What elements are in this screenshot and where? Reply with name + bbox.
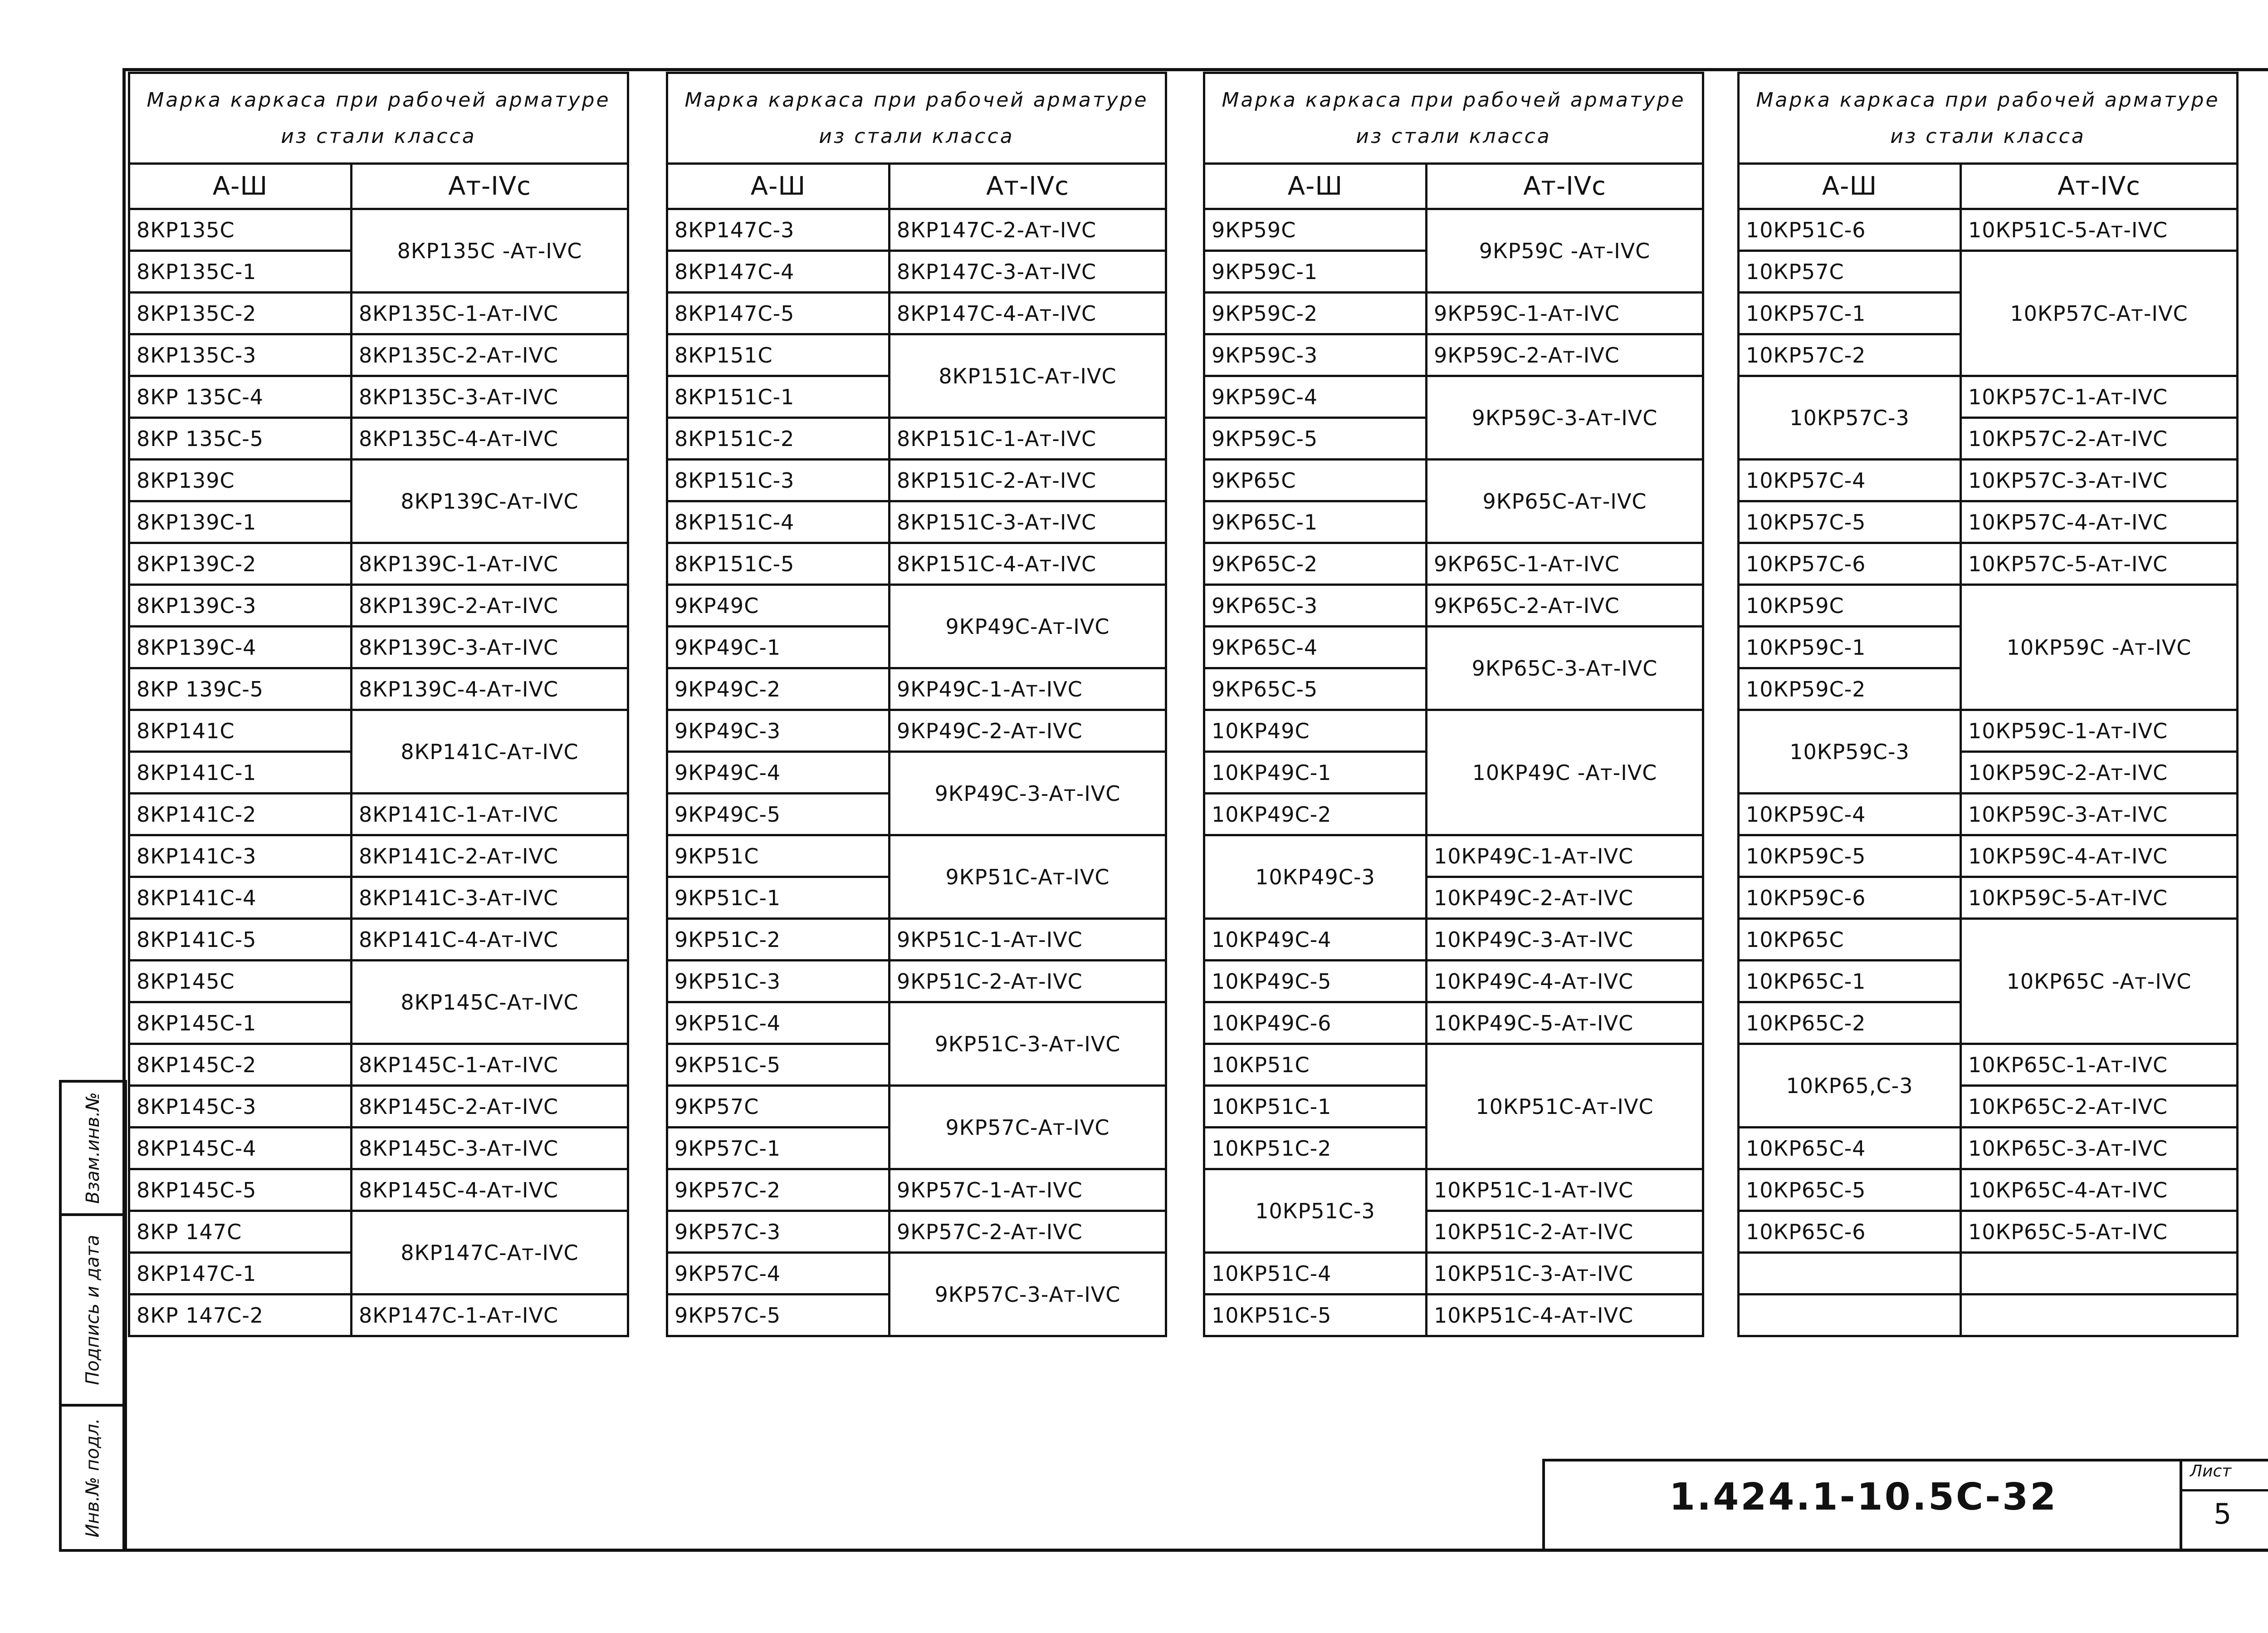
mark-at4c-cell: 9КР57С-2-Ат-IVС <box>890 1211 1166 1253</box>
table-row <box>667 251 1166 293</box>
mark-at4c-cell: 9КР65С-1-Ат-IVС <box>1427 543 1703 585</box>
mark-at4c-cell: 9КР59С -Ат-IVС <box>1427 209 1703 293</box>
mark-at4c-cell: 8КР147С-Ат-IVС <box>352 1211 628 1295</box>
table-row <box>1739 1295 2238 1336</box>
mark-a3-cell: 8КР139С-3 <box>129 585 352 627</box>
mark-a3-cell: 9КР49С-2 <box>667 668 890 710</box>
mark-a3-cell: 9КР59С-5 <box>1204 418 1427 460</box>
mark-a3-cell: 10КР65,С-3 <box>1739 1044 1961 1128</box>
mark-a3-cell: 8КР147С-3 <box>667 209 890 251</box>
column-header-a3: А-Ш <box>129 164 352 209</box>
mark-at4c-cell: 9КР57С-1-Ат-IVС <box>890 1169 1166 1211</box>
mark-a3-cell: 8КР145С-4 <box>129 1128 352 1169</box>
mark-at4c-cell: 8КР147С-1-Ат-IVС <box>352 1295 628 1336</box>
mark-at4c-cell: 10КР57С-Ат-IVС <box>1961 251 2238 376</box>
table-row <box>1739 251 2238 293</box>
mark-at4c-cell: 8КР135С-4-Ат-IVС <box>352 418 628 460</box>
mark-a3-cell: 10КР51С-5 <box>1204 1295 1427 1336</box>
table-header: Марка каркаса при рабочей арматуре из стали класса <box>1739 73 2238 164</box>
mark-at4c-cell: 10КР59С-5-Ат-IVС <box>1961 877 2238 919</box>
mark-at4c-cell: 10КР49С-3-Ат-IVС <box>1427 919 1703 961</box>
mark-a3-cell: 8КР141С-3 <box>129 835 352 877</box>
mark-at4c-cell: 10КР51С-2-Ат-IVС <box>1427 1211 1703 1253</box>
mark-at4c-cell: 10КР59С-4-Ат-IVС <box>1961 835 2238 877</box>
marks-table-1 <box>128 72 629 1337</box>
table-row <box>1739 835 2238 877</box>
table-row <box>667 835 1166 877</box>
mark-a3-cell: 8КР135С-3 <box>129 334 352 376</box>
mark-at4c-cell: 9КР65С-2-Ат-IVС <box>1427 585 1703 627</box>
mark-a3-cell: 8КР151С-5 <box>667 543 890 585</box>
mark-at4c-cell: 10КР49С-5-Ат-IVС <box>1427 1002 1703 1044</box>
table-row <box>667 460 1166 501</box>
mark-a3-cell: 8КР139С-2 <box>129 543 352 585</box>
mark-a3-cell: 10КР59С-6 <box>1739 877 1961 919</box>
mark-at4c-cell: 10КР59С-1-Ат-IVС <box>1961 710 2238 752</box>
table-row <box>1739 501 2238 543</box>
sheet-label: Лист <box>2190 1462 2232 1481</box>
mark-at4c-cell: 10КР57С-2-Ат-IVС <box>1961 418 2238 460</box>
table-row <box>129 835 628 877</box>
mark-a3-cell: 10КР49С-2 <box>1204 794 1427 835</box>
mark-a3-cell: 8КР139С <box>129 460 352 501</box>
mark-a3-cell: 10КР59С-3 <box>1739 710 1961 794</box>
column-header-at4c: Ат-IVс <box>352 164 628 209</box>
mark-at4c-cell: 8КР139С-4-Ат-IVС <box>352 668 628 710</box>
document-code: 1.424.1-10.5С-32 <box>1669 1476 2058 1519</box>
mark-a3-cell: 9КР65С-3 <box>1204 585 1427 627</box>
mark-a3-cell: 8КР 147С <box>129 1211 352 1253</box>
mark-at4c-cell: 10КР57С-5-Ат-IVС <box>1961 543 2238 585</box>
mark-a3-cell: 10КР57С-3 <box>1739 376 1961 460</box>
mark-a3-cell: 9КР59С-2 <box>1204 293 1427 334</box>
mark-at4c-cell: 10КР65С-5-Ат-IVС <box>1961 1211 2238 1253</box>
table-row <box>667 501 1166 543</box>
mark-a3-cell: 10КР57С-5 <box>1739 501 1961 543</box>
mark-a3-cell: 10КР51С-1 <box>1204 1086 1427 1128</box>
side-cell-vzam <box>59 1080 127 1216</box>
table-row <box>1204 334 1703 376</box>
mark-a3-cell: 8КР141С-1 <box>129 752 352 794</box>
mark-at4c-cell <box>1961 1253 2238 1295</box>
mark-a3-cell: 8КР141С-2 <box>129 794 352 835</box>
mark-at4c-cell: 10КР57С-1-Ат-IVС <box>1961 376 2238 418</box>
mark-at4c-cell: 8КР145С-Ат-IVС <box>352 961 628 1044</box>
table-row <box>1204 1002 1703 1044</box>
mark-at4c-cell: 8КР151С-Ат-IVС <box>890 334 1166 418</box>
marks-table-4 <box>1737 72 2239 1337</box>
table-row <box>1204 1044 1703 1086</box>
mark-at4c-cell: 8КР139С-3-Ат-IVС <box>352 627 628 668</box>
table-row <box>667 1002 1166 1044</box>
mark-a3-cell: 8КР 135С-5 <box>129 418 352 460</box>
table-row <box>1739 1253 2238 1295</box>
side-label-podpis: Подпись и дата <box>83 1235 104 1385</box>
table-row <box>667 1086 1166 1128</box>
mark-at4c-cell: 8КР139С-2-Ат-IVС <box>352 585 628 627</box>
mark-a3-cell: 10КР59С-5 <box>1739 835 1961 877</box>
table-row <box>667 919 1166 961</box>
mark-at4c-cell: 9КР59С-1-Ат-IVС <box>1427 293 1703 334</box>
table-row <box>667 961 1166 1002</box>
mark-a3-cell <box>1739 1295 1961 1336</box>
mark-at4c-cell: 10КР49С-2-Ат-IVС <box>1427 877 1703 919</box>
table-row <box>129 1211 628 1253</box>
mark-at4c-cell: 9КР57С-Ат-IVС <box>890 1086 1166 1169</box>
table-row <box>1739 710 2238 752</box>
table-row <box>667 752 1166 794</box>
table-row <box>1739 1169 2238 1211</box>
table-row <box>667 1169 1166 1211</box>
mark-a3-cell: 10КР65С-2 <box>1739 1002 1961 1044</box>
mark-a3-cell: 8КР147С-5 <box>667 293 890 334</box>
table-row <box>1204 585 1703 627</box>
mark-at4c-cell: 8КР151С-1-Ат-IVС <box>890 418 1166 460</box>
mark-at4c-cell: 8КР135С-1-Ат-IVС <box>352 293 628 334</box>
table-row <box>1739 1128 2238 1169</box>
table-row <box>129 877 628 919</box>
mark-at4c-cell: 9КР51С-Ат-IVС <box>890 835 1166 919</box>
mark-a3-cell: 8КР141С-4 <box>129 877 352 919</box>
mark-a3-cell: 9КР59С-1 <box>1204 251 1427 293</box>
table-row <box>129 668 628 710</box>
table-row <box>667 668 1166 710</box>
mark-a3-cell: 8КР151С <box>667 334 890 376</box>
mark-at4c-cell <box>1961 1295 2238 1336</box>
mark-at4c-cell: 10КР49С-1-Ат-IVС <box>1427 835 1703 877</box>
mark-at4c-cell: 9КР65С-3-Ат-IVС <box>1427 627 1703 710</box>
table-row <box>129 460 628 501</box>
mark-at4c-cell: 10КР51С-4-Ат-IVС <box>1427 1295 1703 1336</box>
mark-at4c-cell: 8КР151С-3-Ат-IVС <box>890 501 1166 543</box>
table-row <box>1739 1211 2238 1253</box>
table-row <box>129 585 628 627</box>
mark-at4c-cell: 9КР59С-2-Ат-IVС <box>1427 334 1703 376</box>
table-row <box>1204 543 1703 585</box>
side-cell-podpis <box>59 1213 127 1407</box>
mark-at4c-cell: 8КР141С-4-Ат-IVС <box>352 919 628 961</box>
mark-at4c-cell: 10КР57С-4-Ат-IVС <box>1961 501 2238 543</box>
mark-a3-cell: 10КР49С-5 <box>1204 961 1427 1002</box>
table-row <box>1739 543 2238 585</box>
column-header-at4c: Ат-IVс <box>1961 164 2238 209</box>
mark-a3-cell: 10КР65С-6 <box>1739 1211 1961 1253</box>
table-row <box>667 1211 1166 1253</box>
table-row <box>129 1169 628 1211</box>
mark-a3-cell: 8КР145С-5 <box>129 1169 352 1211</box>
mark-a3-cell: 9КР51С-1 <box>667 877 890 919</box>
table-row <box>667 1253 1166 1295</box>
mark-a3-cell: 10КР49С-1 <box>1204 752 1427 794</box>
table-row <box>129 919 628 961</box>
mark-a3-cell: 9КР57С-3 <box>667 1211 890 1253</box>
mark-a3-cell: 10КР57С-4 <box>1739 460 1961 501</box>
mark-a3-cell: 9КР65С-4 <box>1204 627 1427 668</box>
mark-a3-cell: 9КР51С <box>667 835 890 877</box>
mark-at4c-cell: 8КР141С-2-Ат-IVС <box>352 835 628 877</box>
mark-a3-cell: 9КР57С-5 <box>667 1295 890 1336</box>
table-row <box>667 710 1166 752</box>
mark-a3-cell: 9КР51С-3 <box>667 961 890 1002</box>
mark-a3-cell: 10КР49С <box>1204 710 1427 752</box>
mark-a3-cell: 8КР139С-1 <box>129 501 352 543</box>
table-row <box>129 1044 628 1086</box>
mark-a3-cell: 8КР147С-4 <box>667 251 890 293</box>
mark-a3-cell: 9КР57С-4 <box>667 1253 890 1295</box>
mark-at4c-cell: 9КР49С-Ат-IVС <box>890 585 1166 668</box>
mark-at4c-cell: 8КР151С-2-Ат-IVС <box>890 460 1166 501</box>
table-row <box>129 1295 628 1336</box>
table-row <box>1739 460 2238 501</box>
table-row <box>1204 293 1703 334</box>
mark-at4c-cell: 10КР49С -Ат-IVС <box>1427 710 1703 835</box>
mark-a3-cell: 10КР57С <box>1739 251 1961 293</box>
mark-at4c-cell: 8КР151С-4-Ат-IVС <box>890 543 1166 585</box>
mark-at4c-cell: 9КР65С-Ат-IVС <box>1427 460 1703 543</box>
table-row <box>129 376 628 418</box>
mark-a3-cell: 8КР141С-5 <box>129 919 352 961</box>
mark-a3-cell: 10КР65С-1 <box>1739 961 1961 1002</box>
table-row <box>1739 877 2238 919</box>
mark-a3-cell: 10КР51С-3 <box>1204 1169 1427 1253</box>
mark-at4c-cell: 8КР141С-1-Ат-IVС <box>352 794 628 835</box>
table-header: Марка каркаса при рабочей арматуре из стали класса <box>1204 73 1703 164</box>
table-row <box>1204 835 1703 877</box>
mark-a3-cell: 9КР57С <box>667 1086 890 1128</box>
mark-at4c-cell: 9КР57С-3-Ат-IVС <box>890 1253 1166 1336</box>
mark-a3-cell: 9КР59С-3 <box>1204 334 1427 376</box>
mark-a3-cell: 8КР 147С-2 <box>129 1295 352 1336</box>
mark-at4c-cell: 10КР59С -Ат-IVС <box>1961 585 2238 710</box>
mark-a3-cell: 10КР49С-3 <box>1204 835 1427 919</box>
mark-a3-cell: 10КР59С-4 <box>1739 794 1961 835</box>
mark-a3-cell: 8КР145С-1 <box>129 1002 352 1044</box>
mark-at4c-cell: 10КР65С-1-Ат-IVС <box>1961 1044 2238 1086</box>
table-row <box>1204 919 1703 961</box>
mark-at4c-cell: 9КР49С-1-Ат-IVС <box>890 668 1166 710</box>
column-header-a3: А-Ш <box>1204 164 1427 209</box>
mark-at4c-cell: 9КР59С-3-Ат-IVС <box>1427 376 1703 460</box>
mark-a3-cell: 9КР65С <box>1204 460 1427 501</box>
mark-a3-cell: 10КР51С-6 <box>1739 209 1961 251</box>
table-row <box>667 209 1166 251</box>
mark-at4c-cell: 10КР51С-Ат-IVС <box>1427 1044 1703 1169</box>
mark-a3-cell: 8КР145С-3 <box>129 1086 352 1128</box>
table-row <box>129 961 628 1002</box>
mark-at4c-cell: 10КР59С-3-Ат-IVС <box>1961 794 2238 835</box>
table-row <box>1739 1044 2238 1086</box>
mark-at4c-cell: 10КР65С-4-Ат-IVС <box>1961 1169 2238 1211</box>
mark-a3-cell: 8КР135С <box>129 209 352 251</box>
mark-at4c-cell: 8КР135С -Ат-IVС <box>352 209 628 293</box>
mark-a3-cell: 10КР59С <box>1739 585 1961 627</box>
table-row <box>1204 1295 1703 1336</box>
table-row <box>667 334 1166 376</box>
mark-a3-cell: 10КР51С <box>1204 1044 1427 1086</box>
table-row <box>1204 961 1703 1002</box>
mark-a3-cell: 9КР59С-4 <box>1204 376 1427 418</box>
mark-at4c-cell: 8КР145С-1-Ат-IVС <box>352 1044 628 1086</box>
mark-at4c-cell: 8КР147С-3-Ат-IVС <box>890 251 1166 293</box>
mark-at4c-cell: 10КР65С-3-Ат-IVС <box>1961 1128 2238 1169</box>
mark-a3-cell: 9КР59С <box>1204 209 1427 251</box>
table-row <box>667 418 1166 460</box>
side-label-vzam: Взам.инв.№ <box>83 1092 103 1204</box>
mark-a3-cell: 8КР141С <box>129 710 352 752</box>
mark-at4c-cell: 8КР135С-2-Ат-IVС <box>352 334 628 376</box>
mark-at4c-cell: 10КР65С-2-Ат-IVС <box>1961 1086 2238 1128</box>
sheet-number: 5 <box>2214 1497 2232 1530</box>
mark-a3-cell: 8КР151С-3 <box>667 460 890 501</box>
mark-at4c-cell: 9КР49С-2-Ат-IVС <box>890 710 1166 752</box>
table-row <box>1739 794 2238 835</box>
mark-a3-cell: 9КР65С-5 <box>1204 668 1427 710</box>
mark-a3-cell: 9КР57С-2 <box>667 1169 890 1211</box>
table-row <box>667 293 1166 334</box>
mark-a3-cell: 8КР 139С-5 <box>129 668 352 710</box>
mark-at4c-cell: 8КР141С-3-Ат-IVС <box>352 877 628 919</box>
column-header-a3: А-Ш <box>1739 164 1961 209</box>
mark-at4c-cell: 8КР145С-4-Ат-IVС <box>352 1169 628 1211</box>
table-row <box>129 334 628 376</box>
mark-a3-cell: 9КР49С-3 <box>667 710 890 752</box>
table-row <box>1204 1253 1703 1295</box>
table-row <box>667 585 1166 627</box>
mark-a3-cell: 9КР65С-2 <box>1204 543 1427 585</box>
mark-at4c-cell: 8КР145С-2-Ат-IVС <box>352 1086 628 1128</box>
table-row <box>1204 376 1703 418</box>
mark-at4c-cell: 8КР145С-3-Ат-IVС <box>352 1128 628 1169</box>
mark-a3-cell: 8КР151С-1 <box>667 376 890 418</box>
mark-a3-cell: 10КР65С <box>1739 919 1961 961</box>
mark-a3-cell: 9КР65С-1 <box>1204 501 1427 543</box>
table-row <box>1204 1169 1703 1211</box>
table-header: Марка каркаса при рабочей арматуре из стали класса <box>129 73 628 164</box>
mark-a3-cell: 10КР65С-4 <box>1739 1128 1961 1169</box>
table-row <box>1739 209 2238 251</box>
table-row <box>1739 376 2238 418</box>
mark-at4c-cell: 8КР147С-2-Ат-IVС <box>890 209 1166 251</box>
mark-a3-cell: 8КР135С-1 <box>129 251 352 293</box>
mark-a3-cell: 9КР49С <box>667 585 890 627</box>
column-header-at4c: Ат-IVс <box>1427 164 1703 209</box>
mark-a3-cell: 8КР147С-1 <box>129 1253 352 1295</box>
table-row <box>667 543 1166 585</box>
mark-at4c-cell: 8КР141С-Ат-IVС <box>352 710 628 794</box>
mark-at4c-cell: 9КР51С-1-Ат-IVС <box>890 919 1166 961</box>
marks-table-3 <box>1203 72 1704 1337</box>
mark-a3-cell: 10КР49С-4 <box>1204 919 1427 961</box>
table-header: Марка каркаса при рабочей арматуре из стали класса <box>667 73 1166 164</box>
table-row <box>129 418 628 460</box>
mark-a3-cell: 8КР151С-2 <box>667 418 890 460</box>
table-row <box>129 293 628 334</box>
mark-a3-cell: 9КР49С-5 <box>667 794 890 835</box>
mark-a3-cell: 9КР51С-4 <box>667 1002 890 1044</box>
mark-a3-cell: 10КР65С-5 <box>1739 1169 1961 1211</box>
mark-a3-cell: 9КР57С-1 <box>667 1128 890 1169</box>
mark-a3-cell: 9КР51С-5 <box>667 1044 890 1086</box>
table-row <box>1739 585 2238 627</box>
mark-at4c-cell: 10КР59С-2-Ат-IVС <box>1961 752 2238 794</box>
mark-at4c-cell: 10КР49С-4-Ат-IVС <box>1427 961 1703 1002</box>
mark-a3-cell: 10КР51С-4 <box>1204 1253 1427 1295</box>
mark-at4c-cell: 9КР49С-3-Ат-IVС <box>890 752 1166 835</box>
table-row <box>129 710 628 752</box>
mark-at4c-cell: 8КР139С-1-Ат-IVС <box>352 543 628 585</box>
table-row <box>129 1086 628 1128</box>
table-row <box>129 209 628 251</box>
mark-at4c-cell: 9КР51С-2-Ат-IVС <box>890 961 1166 1002</box>
mark-a3-cell: 8КР 135С-4 <box>129 376 352 418</box>
mark-at4c-cell: 8КР147С-4-Ат-IVС <box>890 293 1166 334</box>
side-cell-inv <box>59 1404 127 1552</box>
mark-at4c-cell: 10КР65С -Ат-IVС <box>1961 919 2238 1044</box>
table-row <box>1204 209 1703 251</box>
mark-at4c-cell: 8КР139С-Ат-IVС <box>352 460 628 543</box>
mark-a3-cell: 10КР49С-6 <box>1204 1002 1427 1044</box>
mark-a3-cell: 10КР59С-1 <box>1739 627 1961 668</box>
mark-a3-cell: 10КР57С-1 <box>1739 293 1961 334</box>
mark-a3-cell: 9КР51С-2 <box>667 919 890 961</box>
table-row <box>129 543 628 585</box>
mark-a3-cell: 8КР139С-4 <box>129 627 352 668</box>
mark-at4c-cell: 10КР57С-3-Ат-IVС <box>1961 460 2238 501</box>
mark-a3-cell: 10КР57С-2 <box>1739 334 1961 376</box>
mark-a3-cell: 9КР49С-4 <box>667 752 890 794</box>
side-label-inv: Инв.№ подл. <box>83 1418 103 1538</box>
marks-table-2 <box>666 72 1167 1337</box>
table-row <box>1739 919 2238 961</box>
mark-a3-cell: 10КР59С-2 <box>1739 668 1961 710</box>
mark-at4c-cell: 10КР51С-5-Ат-IVС <box>1961 209 2238 251</box>
mark-a3-cell: 8КР145С <box>129 961 352 1002</box>
mark-a3-cell: 8КР151С-4 <box>667 501 890 543</box>
mark-a3-cell <box>1739 1253 1961 1295</box>
mark-at4c-cell: 10КР51С-1-Ат-IVС <box>1427 1169 1703 1211</box>
mark-a3-cell: 8КР135С-2 <box>129 293 352 334</box>
table-row <box>1204 710 1703 752</box>
mark-at4c-cell: 10КР51С-3-Ат-IVС <box>1427 1253 1703 1295</box>
table-row <box>1204 460 1703 501</box>
mark-a3-cell: 10КР57С-6 <box>1739 543 1961 585</box>
mark-a3-cell: 10КР51С-2 <box>1204 1128 1427 1169</box>
mark-at4c-cell: 8КР135С-3-Ат-IVС <box>352 376 628 418</box>
column-header-at4c: Ат-IVс <box>890 164 1166 209</box>
table-row <box>129 1128 628 1169</box>
mark-a3-cell: 9КР49С-1 <box>667 627 890 668</box>
table-row <box>129 627 628 668</box>
mark-a3-cell: 8КР145С-2 <box>129 1044 352 1086</box>
table-row <box>129 794 628 835</box>
mark-at4c-cell: 9КР51С-3-Ат-IVС <box>890 1002 1166 1086</box>
table-row <box>1204 627 1703 668</box>
column-header-a3: А-Ш <box>667 164 890 209</box>
